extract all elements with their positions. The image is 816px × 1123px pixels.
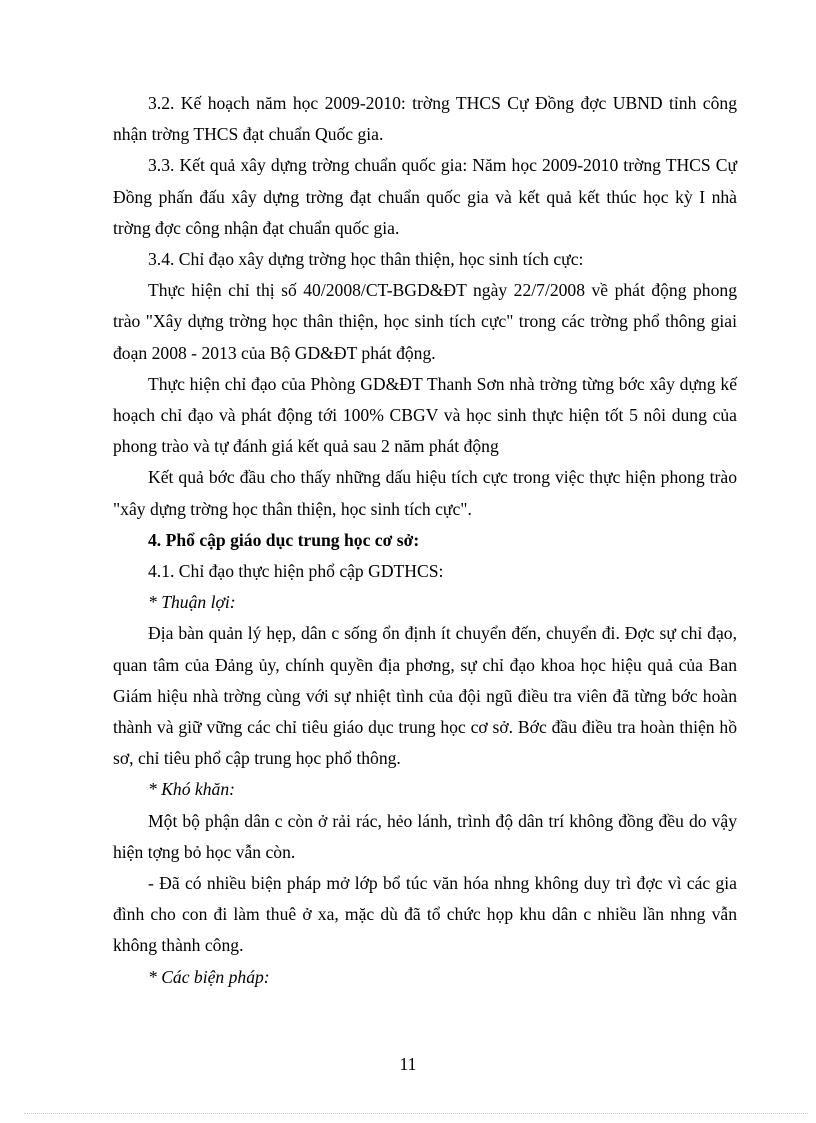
paragraph-3-4: 3.4. Chỉ đạo xây dựng trờng học thân thiện, học sinh tích cực: (148, 249, 584, 270)
paragraph-implementation: Thực hiện chỉ đạo của Phòng GD&ĐT Thanh Sơn nhà trờng từng bớc xây dựng kế hoạch chỉ đạo và phát động tới 100% CBGV và học sinh thực hiện tốt 5 nôi dung của phong trào và tự đánh giá kết quả sau 2 năm phát động (113, 373, 737, 457)
paragraph-advantages: Địa bàn quản lý hẹp, dân c sống ổn định ít chuyển đến, chuyển đi. Đợc sự chỉ đạo, quan tâm của Đảng ủy, chính quyền địa phơng, sự chỉ đạo khoa học hiệu quả của Ban Giám hiệu nhà trờng cùng với sự nhiệt tình của đội ngũ điều tra viên đã từng bớc hoàn thành và giữ vững các chỉ tiêu giáo dục trung học cơ sở. Bớc đầu điều tra hoàn thiện hồ sơ, chỉ tiêu phổ cập trung học phổ thông. (113, 623, 737, 769)
page-number: 11 (399, 1054, 417, 1074)
subheading-difficulties: * Khó khăn: (148, 779, 235, 800)
page-bottom-rule (24, 1113, 808, 1114)
paragraph-3-2: 3.2. Kế hoạch năm học 2009-2010: trờng THCS Cự Đồng đợc UBND tỉnh công nhận trờng THCS đạt chuẩn Quốc gia. (113, 93, 737, 145)
paragraph-4-1: 4.1. Chỉ đạo thực hiện phổ cập GDTHCS: (148, 561, 444, 582)
paragraph-directive: Thực hiện chỉ thị số 40/2008/CT-BGD&ĐT ngày 22/7/2008 về phát động phong trào "Xây dựng trờng học thân thiện, học sinh tích cực" trong các trờng phổ thông giai đoạn 2008 - 2013 của Bộ GD&ĐT phát động. (113, 280, 737, 363)
section-heading-4: 4. Phổ cập giáo dục trung học cơ sở: (148, 529, 420, 550)
subheading-advantages: * Thuận lợi: (148, 592, 236, 613)
paragraph-difficulties: Một bộ phận dân c còn ở rải rác, hẻo lánh, trình độ dân trí không đồng đều do vậy hiện tợng bỏ học vẫn còn. (113, 810, 737, 862)
subheading-measures: * Các biện pháp: (148, 966, 270, 987)
document-body (113, 88, 737, 993)
paragraph-3-3: 3.3. Kết quả xây dựng trờng chuẩn quốc gia: Năm học 2009-2010 trờng THCS Cự Đồng phấn đấu xây dựng trờng đạt chuẩn quốc gia và kết quả kết thúc học kỳ I nhà trờng đợc công nhận đạt chuẩn quốc gia. (113, 155, 737, 238)
paragraph-initial-results: Kết quả bớc đầu cho thấy những dấu hiệu tích cực trong việc thực hiện phong trào "xây dựng trờng học thân thiện, học sinh tích cực". (113, 467, 737, 519)
paragraph-measures-tried: - Đã có nhiều biện pháp mở lớp bổ túc văn hóa nhng không duy trì đợc vì các gia đình cho con đi làm thuê ở xa, mặc dù đã tổ chức họp khu dân c nhiều lần nhng vẫn không thành công. (113, 873, 737, 956)
